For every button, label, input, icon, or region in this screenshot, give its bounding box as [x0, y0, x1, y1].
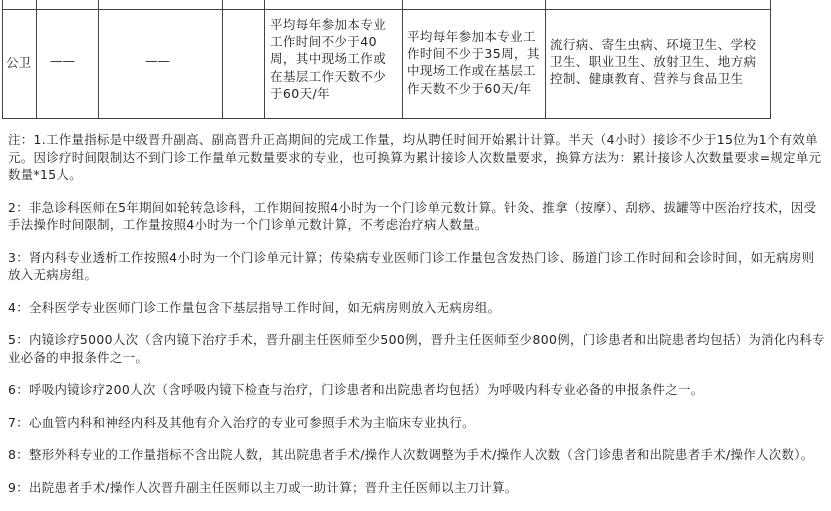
note-1: 注：1.工作量指标是中级晋升副高、副高晋升正高期间的完成工作量，均从聘任时间开始累计计算。半天（4小时）接诊不少于15位为1个有效单元。因诊疗时间限制达不到门诊工作量单元数量要求的专业，也可换算为累计接诊人次数量要求，换算方法为：累计接诊人次数量要求=规定单元数量*15人。 [8, 132, 822, 182]
notes-section [8, 131, 826, 511]
cell-category: 公卫 [6, 55, 32, 70]
table-border [545, 0, 546, 119]
cell-specialties: 流行病、寄生虫病、环境卫生、学校卫生、职业卫生、放射卫生、地方病控制、健康教育、营养与食品卫生 [550, 37, 757, 87]
table-border-left [2, 0, 3, 119]
cell-work-time-senior: 平均每年参加本专业工作时间不少于40周，其中现场工作或在基层工作天数不少于60天/年 [270, 17, 387, 101]
cell-dash-1: —— [50, 53, 75, 68]
note-4: 4：全科医学专业医师门诊工作量包含下基层指导工作时间，如无病房则放入无病房组。 [8, 299, 501, 315]
table-border-bottom [2, 118, 771, 119]
note-7: 7：心血管内科和神经内科及其他有介入治疗的专业可参照手术为主临床专业执行。 [8, 414, 475, 430]
requirements-table [2, 0, 829, 119]
table-border [222, 0, 223, 119]
cell-work-time-mid: 平均每年参加本专业工作时间不少于35周，其中现场工作或在基层工作天数不少于60天/年 [407, 29, 540, 96]
table-border [264, 0, 265, 119]
table-border [402, 0, 403, 119]
note-8: 8：整形外科专业的工作量指标不含出院人数，其出院患者手术/操作人次数调整为手术/操作人次数（含门诊患者和出院患者手术/操作人次数）。 [8, 447, 814, 462]
note-5: 5：内镜诊疗5000人次（含内镜下治疗手术，晋升副主任医师至少500例，晋升主任医师至少800例，门诊患者和出院患者均包括）为消化内科专业必备的申报条件之一。 [8, 332, 825, 365]
table-border [98, 0, 99, 119]
note-2: 2：非急诊科医师在5年期间如轮转急诊科，工作期间按照4小时为一个门诊单元数计算。针灸、推拿（按摩）、刮痧、拔罐等中医治疗技术，因受手法操作时间限制，工作量按照4小时为一个门诊单元数计算，不考虑治疗病人数量。 [8, 199, 817, 232]
table-border-right [770, 0, 771, 119]
note-6: 6：呼吸内镜诊疗200人次（含呼吸内镜下检查与治疗，门诊患者和出院患者均包括）为呼吸内科专业必备的申报条件之一。 [8, 382, 704, 397]
table-border [36, 0, 37, 119]
table-border [2, 9, 771, 10]
cell-dash-2: —— [145, 53, 170, 68]
note-3: 3：肾内科专业透析工作按照4小时为一个门诊单元计算；传染病专业医师门诊工作量包含发热门诊、肠道门诊工作时间和会诊时间，如无病房则放入无病房组。 [8, 249, 815, 282]
note-9: 9：出院患者手术/操作人次晋升副主任医师以主刀或一助计算；晋升主任医师以主刀计算。 [8, 479, 518, 495]
